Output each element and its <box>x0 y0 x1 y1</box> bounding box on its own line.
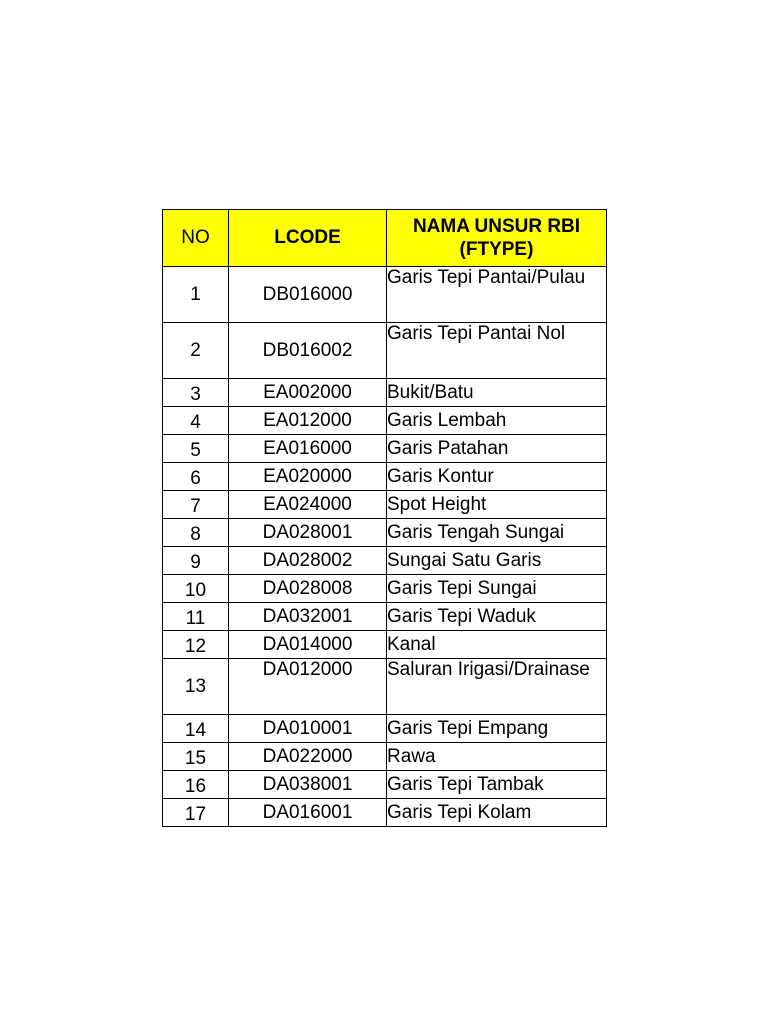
row-feature-name: Garis Kontur <box>387 463 607 491</box>
row-feature-name: Garis Tepi Empang <box>387 715 607 743</box>
row-number: 16 <box>163 771 229 799</box>
header-no: NO <box>163 210 229 267</box>
row-feature-name: Garis Lembah <box>387 407 607 435</box>
row-number: 13 <box>163 659 229 715</box>
row-feature-name: Garis Tepi Kolam <box>387 799 607 827</box>
row-feature-name: Saluran Irigasi/Drainase <box>387 659 607 715</box>
table-row <box>163 575 607 603</box>
row-number: 14 <box>163 715 229 743</box>
row-feature-name: Garis Tepi Pantai Nol <box>387 323 607 379</box>
row-feature-name: Garis Tepi Tambak <box>387 771 607 799</box>
row-lcode: DA014000 <box>229 631 387 659</box>
table-row <box>163 463 607 491</box>
row-number: 8 <box>163 519 229 547</box>
row-feature-name: Sungai Satu Garis <box>387 547 607 575</box>
row-number: 3 <box>163 379 229 407</box>
table-row <box>163 603 607 631</box>
row-number: 7 <box>163 491 229 519</box>
table-row <box>163 771 607 799</box>
row-lcode: EA016000 <box>229 435 387 463</box>
row-lcode: DA028001 <box>229 519 387 547</box>
row-feature-name: Rawa <box>387 743 607 771</box>
row-lcode: EA020000 <box>229 463 387 491</box>
row-number: 2 <box>163 323 229 379</box>
row-lcode: DA028008 <box>229 575 387 603</box>
row-lcode: DA022000 <box>229 743 387 771</box>
row-lcode: DA038001 <box>229 771 387 799</box>
row-feature-name: Garis Tepi Pantai/Pulau <box>387 267 607 323</box>
row-number: 6 <box>163 463 229 491</box>
row-number: 11 <box>163 603 229 631</box>
row-lcode: DB016002 <box>229 323 387 379</box>
row-lcode: DA012000 <box>229 659 387 715</box>
row-number: 1 <box>163 267 229 323</box>
table-row <box>163 631 607 659</box>
row-number: 15 <box>163 743 229 771</box>
row-feature-name: Spot Height <box>387 491 607 519</box>
row-number: 10 <box>163 575 229 603</box>
row-number: 4 <box>163 407 229 435</box>
row-lcode: EA002000 <box>229 379 387 407</box>
table-row <box>163 323 607 379</box>
row-feature-name: Garis Tengah Sungai <box>387 519 607 547</box>
row-lcode: DA016001 <box>229 799 387 827</box>
table-row <box>163 267 607 323</box>
row-number: 12 <box>163 631 229 659</box>
table-row <box>163 435 607 463</box>
row-number: 5 <box>163 435 229 463</box>
table-row <box>163 491 607 519</box>
row-lcode: DA032001 <box>229 603 387 631</box>
table-row <box>163 799 607 827</box>
header-lcode: LCODE <box>229 210 387 267</box>
row-number: 9 <box>163 547 229 575</box>
table-row <box>163 379 607 407</box>
table-row <box>163 743 607 771</box>
table-row <box>163 659 607 715</box>
row-feature-name: Garis Tepi Sungai <box>387 575 607 603</box>
rbi-feature-table <box>162 209 607 827</box>
row-lcode: DA010001 <box>229 715 387 743</box>
table-row <box>163 519 607 547</box>
row-lcode: EA024000 <box>229 491 387 519</box>
table-header-row <box>163 210 607 267</box>
row-feature-name: Kanal <box>387 631 607 659</box>
row-feature-name: Bukit/Batu <box>387 379 607 407</box>
row-lcode: DA028002 <box>229 547 387 575</box>
table-row <box>163 547 607 575</box>
table-row <box>163 407 607 435</box>
table-row <box>163 715 607 743</box>
row-number: 17 <box>163 799 229 827</box>
header-feature-name: NAMA UNSUR RBI (FTYPE) <box>387 210 607 267</box>
row-lcode: DB016000 <box>229 267 387 323</box>
row-feature-name: Garis Patahan <box>387 435 607 463</box>
row-lcode: EA012000 <box>229 407 387 435</box>
row-feature-name: Garis Tepi Waduk <box>387 603 607 631</box>
